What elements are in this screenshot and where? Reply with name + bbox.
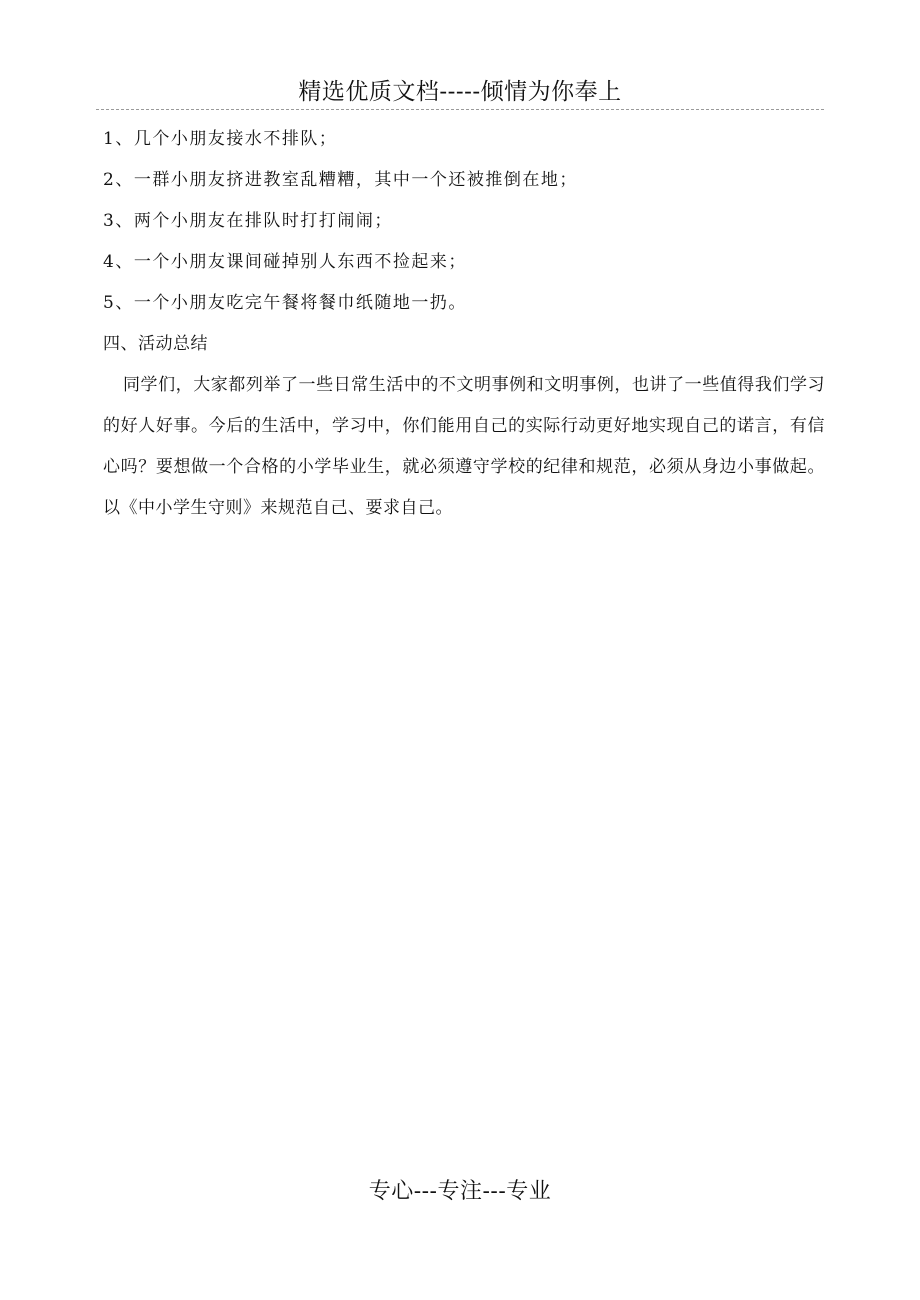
page-footer: 专心---专注---专业 <box>368 1179 552 1204</box>
list-item: 1、几个小朋友接水不排队； <box>103 129 338 149</box>
list-item: 5、一个小朋友吃完午餐将餐巾纸随地一扔。 <box>103 293 467 313</box>
list-item: 4、一个小朋友课间碰掉别人东西不捡起来； <box>103 252 467 272</box>
summary-paragraph: 同学们，大家都列举了一些日常生活中的不文明事例和文明事例，也讲了一些值得我们学习的好人好事。今后的生活中，学习中，你们能用自己的实际行动更好地实现自己的诺言，有信心吗？要想做一个合格的小学毕业生，就必须遵守学校的纪律和规范，必须从身边小事做起。以《中小学生守则》来规范自己、要求自己。 <box>103 375 825 518</box>
list-item: 2、一群小朋友挤进教室乱糟糟，其中一个还被推倒在地； <box>103 170 578 190</box>
header-divider <box>96 109 824 110</box>
document-body <box>103 119 825 529</box>
page-header: 精选优质文档-----倾情为你奉上 <box>298 79 622 105</box>
section-heading: 四、活动总结 <box>103 334 208 354</box>
list-item: 3、两个小朋友在排队时打打闹闹； <box>103 211 393 231</box>
